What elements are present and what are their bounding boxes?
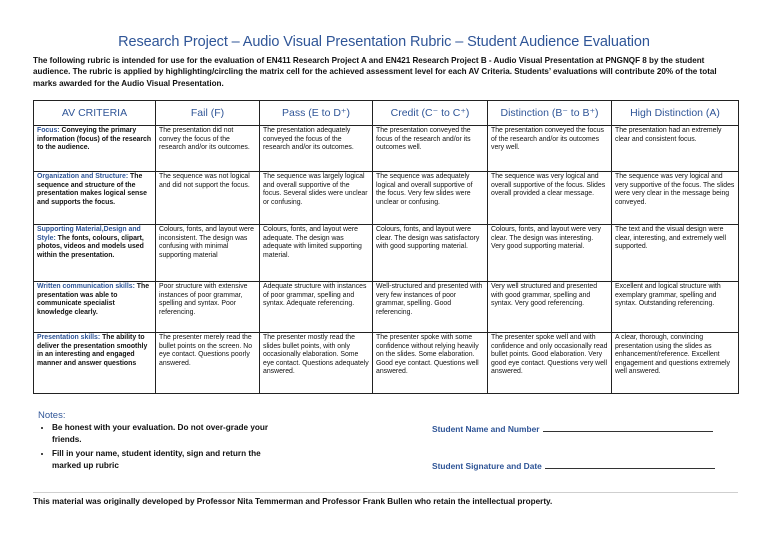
rubric-cell[interactable]: A clear, thorough, convincing presentation using the slides as enhancement/reference. Excellent engagement and questions extremely well answered. bbox=[612, 333, 739, 394]
rubric-cell[interactable]: The text and the visual design were clear, interesting, and extremely well supported. bbox=[612, 225, 739, 282]
rubric-cell[interactable]: Colours, fonts, and layout were inconsistent. The design was confusing with minimal supporting material bbox=[156, 225, 260, 282]
rubric-cell[interactable]: The presentation conveyed the focus of the research and/or its outcomes very well. bbox=[488, 126, 612, 172]
criteria-desc: The sequence and structure of the presentation makes logical sense and supports the focus. bbox=[37, 173, 147, 206]
footer-divider bbox=[33, 492, 738, 493]
rubric-cell[interactable]: The presentation conveyed the focus of the research and/or its outcomes well. bbox=[373, 126, 488, 172]
rubric-cell[interactable]: Excellent and logical structure with exemplary grammar, spelling and syntax. Outstanding referencing. bbox=[612, 282, 739, 333]
criteria-cell bbox=[34, 172, 156, 225]
criteria-name: Supporting Material,Design and Style: bbox=[37, 226, 141, 242]
table-row bbox=[34, 172, 739, 225]
list-item: • Fill in your name, student identity, sign and return the marked up rubric bbox=[52, 448, 287, 471]
rubric-cell[interactable]: The presentation adequately conveyed the focus of the research and/or its outcomes. bbox=[260, 126, 373, 172]
col-header-criteria: AV CRITERIA bbox=[34, 101, 156, 126]
criteria-cell bbox=[34, 282, 156, 333]
rubric-cell[interactable]: The sequence was very logical and overall supportive of the focus. Slides overall provided a clear message. bbox=[488, 172, 612, 225]
rubric-cell[interactable]: The sequence was not logical and did not support the focus. bbox=[156, 172, 260, 225]
rubric-cell[interactable]: Adequate structure with instances of poor grammar, spelling and syntax. Adequate referencing. bbox=[260, 282, 373, 333]
rubric-cell[interactable]: The sequence was adequately logical and overall supportive of the focus. Very few slides were unclear or confusing. bbox=[373, 172, 488, 225]
criteria-desc: The fonts, colours, clipart, photos, videos and models used within the presentation. bbox=[37, 234, 144, 259]
student-signature-line[interactable] bbox=[545, 460, 715, 469]
table-row bbox=[34, 333, 739, 394]
intro-paragraph: The following rubric is intended for use for the evaluation of EN411 Research Project A and EN421 Research Project B - Audio Visual Presentation at PNGNQF 8 by the student audience. The rubric is applied by highlighting/circling the matrix cell for the achieved assessment level for each AV Criteria. Students’ evaluations will contribute 20% of the total marks awarded for the Audio Visual Presentation. bbox=[33, 56, 717, 88]
criteria-desc: The ability to deliver the presentation smoothly in an interesting and engaged manner and answer questions bbox=[37, 334, 148, 367]
rubric-table bbox=[33, 100, 739, 394]
criteria-name: Organization and Structure: bbox=[37, 173, 129, 180]
criteria-name: Written communication skills: bbox=[37, 283, 135, 290]
list-item: • Be honest with your evaluation. Do not over-grade your friends. bbox=[52, 422, 287, 445]
rubric-cell[interactable]: Colours, fonts, and layout were very clear. The design was interesting. Very good supporting material. bbox=[488, 225, 612, 282]
student-signature-label: Student Signature and Date bbox=[432, 461, 542, 471]
rubric-cell[interactable]: Well-structured and presented with very few instances of poor grammar, spelling. Good referencing. bbox=[373, 282, 488, 333]
footer-text: This material was originally developed by Professor Nita Temmerman and Professor Frank Bullen who retain the intellectual property. bbox=[33, 497, 553, 506]
criteria-cell bbox=[34, 225, 156, 282]
student-name-line[interactable] bbox=[543, 423, 713, 432]
table-row bbox=[34, 225, 739, 282]
rubric-cell[interactable]: Colours, fonts, and layout were clear. The design was satisfactory with good supporting material. bbox=[373, 225, 488, 282]
criteria-name: Focus: bbox=[37, 127, 60, 134]
rubric-cell[interactable]: The presenter spoke with some confidence without relying heavily on the slides. Some elaboration. Good eye contact. Questions well answered. bbox=[373, 333, 488, 394]
rubric-cell[interactable]: Poor structure with extensive instances of poor grammar, spelling and syntax. Poor referencing. bbox=[156, 282, 260, 333]
rubric-cell[interactable]: The presenter merely read the bullet points on the screen. No eye contact. Questions poorly answered. bbox=[156, 333, 260, 394]
header-row bbox=[34, 101, 739, 126]
notes-list bbox=[34, 422, 287, 474]
col-header-credit: Credit (C⁻ to C⁺) bbox=[373, 101, 488, 126]
student-name-label: Student Name and Number bbox=[432, 424, 540, 434]
rubric-cell[interactable]: The sequence was very logical and very supportive of the focus. The slides were very clear in the message being conveyed. bbox=[612, 172, 739, 225]
col-header-high-distinction: High Distinction (A) bbox=[612, 101, 739, 126]
rubric-cell[interactable]: The presenter spoke well and with confidence and only occasionally read bullet points. Good elaboration. Very good eye contact. Questions very well answered. bbox=[488, 333, 612, 394]
table-row bbox=[34, 126, 739, 172]
rubric-cell[interactable]: The sequence was largely logical and overall supportive of the focus. Several slides were unclear or confusing. bbox=[260, 172, 373, 225]
criteria-cell bbox=[34, 333, 156, 394]
notes-title: Notes: bbox=[38, 410, 66, 421]
criteria-desc: The presentation was able to communicate specialist knowledge clearly. bbox=[37, 283, 150, 316]
col-header-fail: Fail (F) bbox=[156, 101, 260, 126]
rubric-cell[interactable]: Colours, fonts, and layout were adequate. The design was adequate with limited supporting material. bbox=[260, 225, 373, 282]
student-name-field[interactable] bbox=[432, 423, 713, 434]
page-title: Research Project – Audio Visual Presentation Rubric – Student Audience Evaluation bbox=[118, 34, 650, 50]
table-row bbox=[34, 282, 739, 333]
criteria-name: Presentation skills: bbox=[37, 334, 101, 341]
col-header-pass: Pass (E to D⁺) bbox=[260, 101, 373, 126]
rubric-cell[interactable]: The presenter mostly read the slides bullet points, with only occasionally elaboration. Some eye contact. Questions adequately answered. bbox=[260, 333, 373, 394]
criteria-desc: Conveying the primary information (focus) of the research to the audience. bbox=[37, 127, 152, 152]
student-signature-field[interactable] bbox=[432, 460, 715, 471]
rubric-cell[interactable]: The presentation did not convey the focus of the research and/or its outcomes. bbox=[156, 126, 260, 172]
rubric-cell[interactable]: The presentation had an extremely clear and consistent focus. bbox=[612, 126, 739, 172]
criteria-cell bbox=[34, 126, 156, 172]
rubric-cell[interactable]: Very well structured and presented with good grammar, spelling and syntax. Very good referencing. bbox=[488, 282, 612, 333]
col-header-distinction: Distinction (B⁻ to B⁺) bbox=[488, 101, 612, 126]
